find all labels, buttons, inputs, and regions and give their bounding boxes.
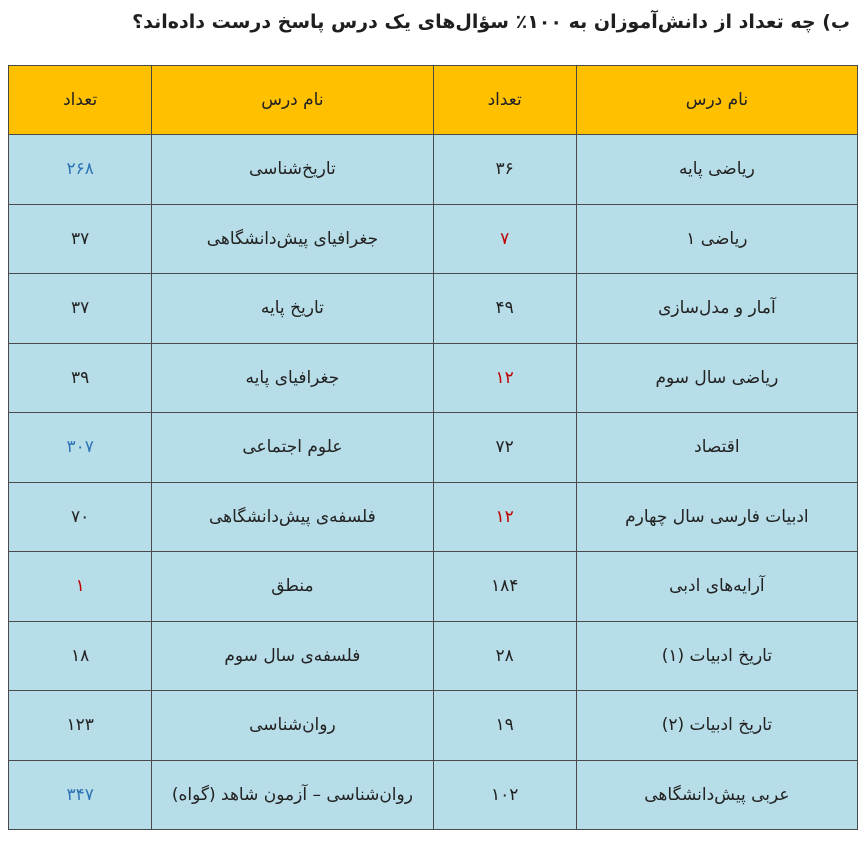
lesson-name-cell: ریاضی پایه — [576, 135, 857, 205]
lesson-name-cell: ادبیات فارسی سال چهارم — [576, 482, 857, 552]
lesson-name-cell: جغرافیای پیش‌دانشگاهی — [152, 204, 433, 274]
lesson-name-cell: تاریخ ادبیات (۱) — [576, 621, 857, 691]
table-row — [9, 204, 858, 274]
lesson-name-cell: فلسفه‌ی سال سوم — [152, 621, 433, 691]
lesson-name-cell: جغرافیای پایه — [152, 343, 433, 413]
count-cell: ۳۰۷ — [9, 413, 152, 483]
header-lesson-name-2: نام درس — [152, 66, 433, 135]
count-cell: ۱۲ — [433, 482, 576, 552]
header-count-2: تعداد — [9, 66, 152, 135]
count-cell: ۷۲ — [433, 413, 576, 483]
count-cell: ۱۸ — [9, 621, 152, 691]
lesson-name-cell: ریاضی ۱ — [576, 204, 857, 274]
count-cell: ۲۶۸ — [9, 135, 152, 205]
lesson-name-cell: روان‌شناسی – آزمون شاهد (گواه) — [152, 760, 433, 830]
count-cell: ۱۲۳ — [9, 691, 152, 761]
table-row — [9, 482, 858, 552]
lesson-name-cell: روان‌شناسی — [152, 691, 433, 761]
count-cell: ۷۰ — [9, 482, 152, 552]
count-cell: ۳۹ — [9, 343, 152, 413]
count-cell: ۷ — [433, 204, 576, 274]
lesson-name-cell: اقتصاد — [576, 413, 857, 483]
table-row — [9, 413, 858, 483]
lesson-name-cell: ریاضی سال سوم — [576, 343, 857, 413]
lesson-name-cell: آرایه‌های ادبی — [576, 552, 857, 622]
table-header-row — [9, 66, 858, 135]
table-row — [9, 760, 858, 830]
count-cell: ۱۸۴ — [433, 552, 576, 622]
lesson-name-cell: آمار و مدل‌سازی — [576, 274, 857, 344]
question-heading: ب) چه تعداد از دانش‌آموزان به ۱۰۰٪ سؤال‌های یک درس پاسخ درست داده‌اند؟ — [132, 11, 850, 33]
count-cell: ۲۸ — [433, 621, 576, 691]
header-count-1: تعداد — [433, 66, 576, 135]
count-cell: ۱۲ — [433, 343, 576, 413]
table-row — [9, 552, 858, 622]
lesson-name-cell: عربی پیش‌دانشگاهی — [576, 760, 857, 830]
count-cell: ۱ — [9, 552, 152, 622]
count-cell: ۳۴۷ — [9, 760, 152, 830]
lesson-name-cell: منطق — [152, 552, 433, 622]
count-cell: ۱۹ — [433, 691, 576, 761]
lesson-name-cell: فلسفه‌ی پیش‌دانشگاهی — [152, 482, 433, 552]
lesson-name-cell: تاریخ پایه — [152, 274, 433, 344]
table-row — [9, 274, 858, 344]
count-cell: ۳۷ — [9, 204, 152, 274]
header-lesson-name-1: نام درس — [576, 66, 857, 135]
table-row — [9, 621, 858, 691]
table-row — [9, 343, 858, 413]
count-cell: ۴۹ — [433, 274, 576, 344]
lessons-table — [8, 65, 858, 830]
lesson-name-cell: تاریخ ادبیات (۲) — [576, 691, 857, 761]
count-cell: ۱۰۲ — [433, 760, 576, 830]
count-cell: ۳۶ — [433, 135, 576, 205]
table-row — [9, 135, 858, 205]
lesson-name-cell: تاریخ‌شناسی — [152, 135, 433, 205]
table-row — [9, 691, 858, 761]
count-cell: ۳۷ — [9, 274, 152, 344]
lesson-name-cell: علوم اجتماعی — [152, 413, 433, 483]
